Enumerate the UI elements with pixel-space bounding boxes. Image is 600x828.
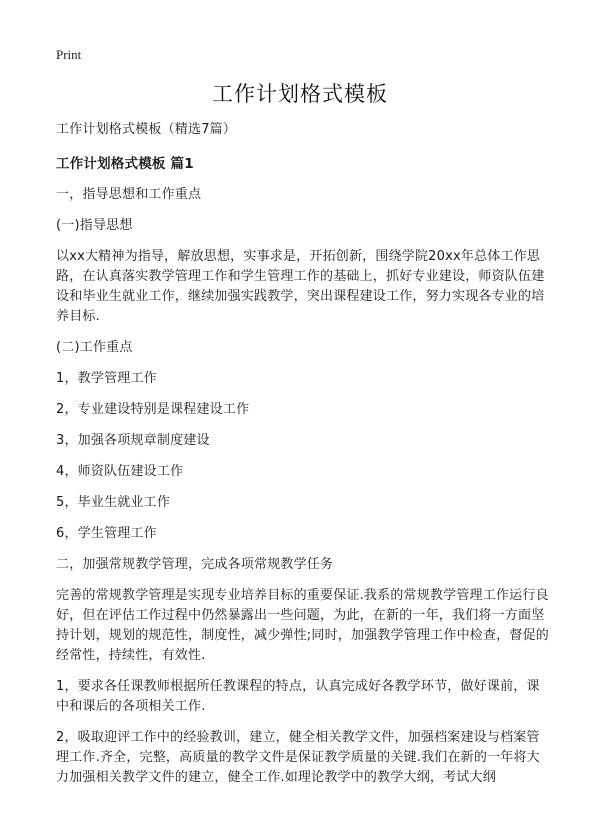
page-title: 工作计划格式模板 xyxy=(212,82,388,106)
heading-guiding-thought: (一)指导思想 xyxy=(56,218,133,233)
list-item: 6，学生管理工作 xyxy=(56,526,157,541)
paragraph-guiding-thought: 以xx大精神为指导，解放思想，实事求是，开拓创新，围绕学院20xx年总体工作思路，在认真落实教学管理工作和学生管理工作的基础上，抓好专业建设，师资队伍建设和毕业生就业工作，继续加强实践教学，突出课程建设工作，努力实现各专业的培养目标. xyxy=(56,249,545,324)
document-body xyxy=(56,120,550,788)
paragraph-lessons-learned: 2，吸取迎评工作中的经验教训，建立，健全相关教学文件，加强档案建设与档案管理工作.齐全，完整，高质量的教学文件是保证教学质量的关键.我们在新的一年将大力加强相关教学文件的建立，健全工作.如理论教学中的教学大纲，考试大纲 xyxy=(56,730,540,785)
paragraph-teacher-requirements: 1，要求各任课教师根据所任教课程的特点，认真完成好各教学环节，做好课前，课中和课后的各项相关工作. xyxy=(56,679,540,714)
heading-work-focus: (二)工作重点 xyxy=(56,340,133,355)
list-item: 5，毕业生就业工作 xyxy=(56,495,171,510)
list-item: 2，专业建设特别是课程建设工作 xyxy=(56,402,250,417)
paragraph-routine-management: 完善的常规教学管理是实现专业培养目标的重要保证.我系的常规教学管理工作运行良好，但在评估工作过程中仍然暴露出一些问题，为此，在新的一年，我们将一方面坚持计划，规划的规范性，制度性，减少弹性;同时，加强教学管理工作中检查，督促的经常性，持续性，有效性. xyxy=(56,588,549,663)
heading-routine-teaching: 二，加强常规教学管理，完成各项常规教学任务 xyxy=(56,557,334,572)
document-subtitle: 工作计划格式模板（精选7篇） xyxy=(56,122,237,137)
list-item: 1，教学管理工作 xyxy=(56,371,157,386)
list-item: 3，加强各项规章制度建设 xyxy=(56,433,210,448)
heading-guiding-and-focus: 一，指导思想和工作重点 xyxy=(56,187,202,202)
print-link[interactable]: Print xyxy=(56,47,82,62)
section-heading: 工作计划格式模板 篇1 xyxy=(56,156,194,172)
list-item: 4，师资队伍建设工作 xyxy=(56,464,184,479)
